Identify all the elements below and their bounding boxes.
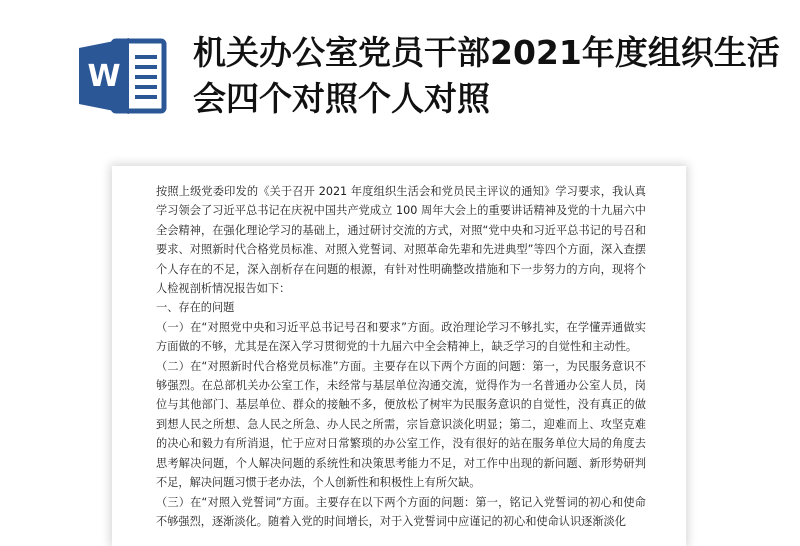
paragraph-item-1: （一）在“对照党中央和习近平总书记号召和要求”方面。政治理论学习不够扎实，在学懂弄通做实方面做的不够，尤其是在深入学习贯彻党的十九届六中全会精神上，缺乏学习的自觉性和主动性。: [156, 320, 646, 354]
word-icon-letter: W: [87, 59, 121, 94]
document-page: [112, 166, 686, 546]
document-preview-area: [0, 150, 800, 526]
word-icon: [77, 36, 167, 116]
document-header: [0, 0, 800, 150]
document-body: [156, 182, 646, 531]
paragraph-intro: 按照上级党委印发的《关于召开 2021 年度组织生活会和党员民主评议的通知》学习要求，我认真学习领会了习近平总书记在庆祝中国共产党成立 100 周年大会上的重要讲话精神及党的十九届六中全会精神，在强化理论学习的基础上，通过研讨交流的方式，对照“党中央和习近平总书记的号召和要求、对照新时代合格党员标准、对照入党誓词、对照革命先辈和先进典型”等四个方面，深入查摆个人存在的不足，深入剖析存在问题的根源，有针对性明确整改措施和下一步努力的方向，现将个人检视剖析情况报告如下：: [156, 185, 646, 296]
document-title: 机关办公室党员干部2021年度组织生活会四个对照个人对照: [193, 33, 780, 118]
section-heading: 一、存在的问题: [156, 301, 235, 315]
paragraph-item-3: （三）在“对照入党誓词”方面。主要存在以下两个方面的问题：第一，铭记入党誓词的初心和使命不够强烈，逐渐淡化。随着入党的时间增长，对于入党誓词中应谨记的初心和使命认识逐渐淡化: [156, 495, 646, 528]
paragraph-item-2: （二）在“对照新时代合格党员标准”方面。主要存在以下两个方面的问题：第一，为民服务意识不够强烈。在总部机关办公室工作，未经常与基层单位沟通交流，觉得作为一名普通办公室人员，岗位与其他部门、基层单位、群众的接触不多，便放松了树牢为民服务意识的自觉性，没有真正的做到想人民之所想、急人民之所急、办人民之所需，宗旨意识淡化明显；第二，迎难而上、攻坚克难的决心和毅力有所消退，忙于应对日常繁琐的办公室工作，没有很好的站在服务单位大局的角度去思考解决问题，个人解决问题的系统性和决策思考能力不足，对工作中出现的新问题、新形势研判不足，解决问题习惯于老办法，个人创新性和积极性上有所欠缺。: [156, 359, 646, 490]
